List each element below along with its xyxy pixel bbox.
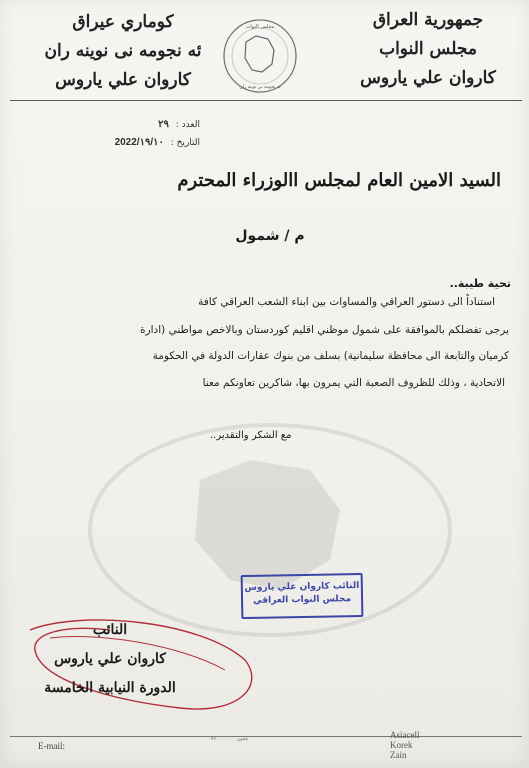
- reference-block: [70, 116, 200, 152]
- number-value: ٢٩: [158, 119, 169, 130]
- header-left: [28, 8, 218, 95]
- carrier-name: Korek: [390, 740, 413, 750]
- footer-divider: [10, 736, 522, 737]
- date-label: التاريخ :: [170, 138, 200, 148]
- header-left-line: كاروان علي ياروس: [55, 70, 191, 90]
- signature-title: النائب: [92, 622, 128, 638]
- stamp-line: النائب كاروان علي ياروس: [244, 580, 360, 594]
- footer-email-label: E-mail:: [38, 741, 65, 751]
- parliament-emblem-icon: [222, 12, 298, 100]
- header-left-line: ئه نجومه نى نوينه ران: [44, 41, 202, 61]
- body-line: استناداً الى دستور العراقي والمساوات بين ابناء الشعب العراقي كافة: [198, 296, 495, 308]
- signature-block: [40, 616, 180, 703]
- emblem-bottom-text: ئه نجومه ني نوينه ران: [239, 85, 281, 90]
- greeting: تحية طيبة..: [449, 277, 511, 290]
- closing-line: مع الشكر والتقدير..: [210, 430, 292, 441]
- carrier-name: Zain: [390, 750, 407, 760]
- footer-phone: تلفون ٠٧٧٠٠٠٠٠٠٠: [208, 736, 249, 742]
- body-line: كرميان والتابعة الى محافظة سليمانية) بسلف من بنوك عقارات الدولة في الحكومة: [152, 350, 509, 362]
- addressee-heading: السيد الامين العام لمجلس االوزراء المحترم: [177, 170, 501, 191]
- emblem-top-text: مجلس النواب: [245, 24, 275, 30]
- header-right-line: كاروان علي ياروس: [360, 68, 496, 88]
- footer-carriers: [390, 730, 420, 760]
- header-divider: [10, 100, 522, 101]
- header-right: [343, 6, 513, 93]
- header-right-line: جمهورية العراق: [372, 10, 484, 30]
- body-line: الاتحادية ، وذلك للظروف الصعبة التي يمرون بها، شاكرين تعاونكم معنا: [202, 377, 505, 389]
- number-label: العدد :: [175, 120, 200, 130]
- subject-line: م / شمول: [235, 228, 305, 244]
- carrier-name: Asiacell: [390, 730, 420, 740]
- body-line: يرجى تفضلكم بالموافقة على شمول موظني اقليم كوردستان وبالاخص مواطني (ادارة: [140, 324, 509, 336]
- date-value: 2022/١٩/١٠: [114, 137, 164, 148]
- header-right-line: مجلس النواب: [379, 39, 477, 59]
- stamp-line: مجلس النواب العراقي: [253, 594, 352, 606]
- signature-term: الدورة النيابية الخامسة: [44, 680, 176, 696]
- header-left-line: كوماري عيراق: [72, 12, 174, 32]
- signature-name: كاروان علي ياروس: [54, 651, 166, 667]
